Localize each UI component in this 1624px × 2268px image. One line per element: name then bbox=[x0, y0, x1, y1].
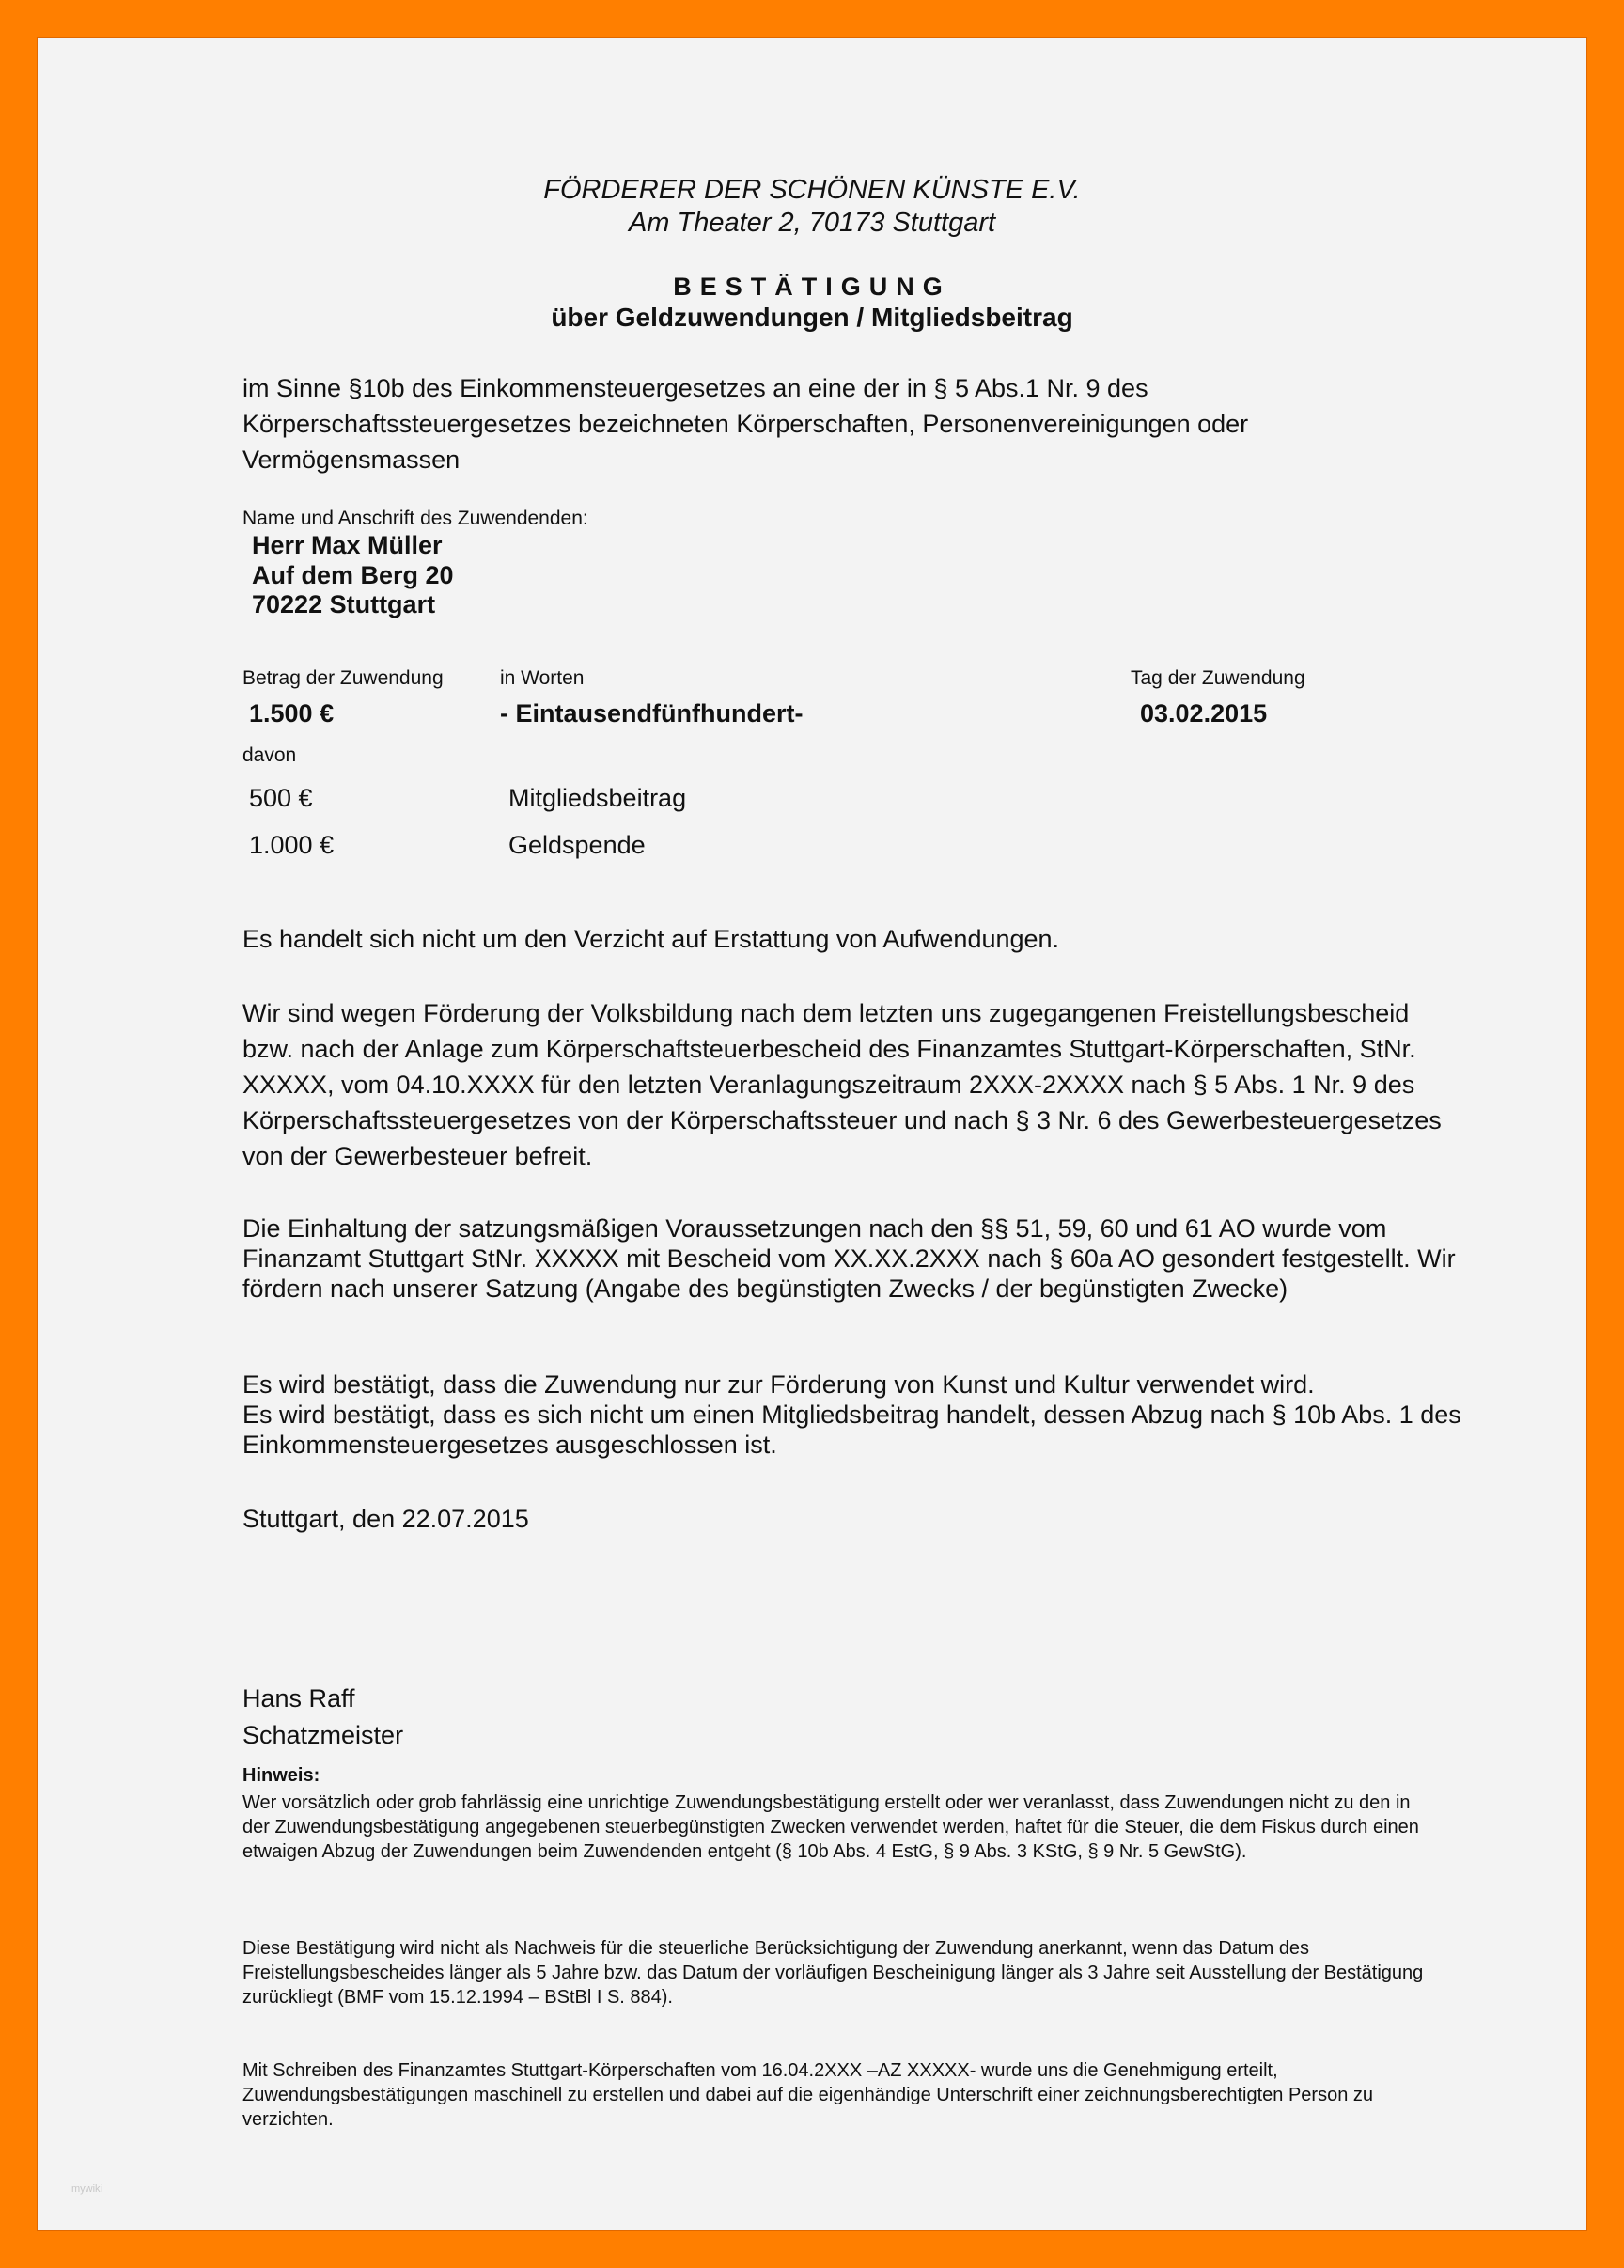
donor-name: Herr Max Müller bbox=[252, 531, 443, 559]
hint-title: Hinweis: bbox=[242, 1765, 320, 1786]
donor-label: Name und Anschrift des Zuwendenden: bbox=[242, 508, 588, 529]
davon-label: davon bbox=[242, 744, 297, 766]
hint-paragraph: Wer vorsätzlich oder grob fahrlässig eine unrichtige Zuwendungsbestätigung erstellt oder wer veranlasst, dass Zuwendungen nicht zu den in der Zuwendungsbestätigung angegebenen steuerbegünstigten Zwecken verwendet werden, haftet für die Steuer, die dem Fiskus durch einen etwaigen Abzug der Zuwendungen beim Zuwendenden entgeht (§ 10b Abs. 4 EstG, § 9 Abs. 3 KStG, § 9 Nr. 5 GewStG). bbox=[242, 1792, 1419, 1862]
breakdown-type: Geldspende bbox=[508, 831, 646, 859]
reimbursement-note: Es handelt sich nicht um den Verzicht auf Erstattung von Aufwendungen. bbox=[242, 925, 1060, 953]
confirmation-line: Es wird bestätigt, dass die Zuwendung nur zur Förderung von Kunst und Kultur verwendet wird. bbox=[242, 1370, 1315, 1399]
amount-words-label: in Worten bbox=[500, 667, 585, 689]
confirmation-paragraph bbox=[242, 1369, 1464, 1460]
hint-paragraph: Mit Schreiben des Finanzamtes Stuttgart-Körperschaften vom 16.04.2XXX –AZ XXXXX- wurde uns die Genehmigung erteilt, Zuwendungsbestätigungen maschinell zu erstellen und dabei auf die eigenhändige Unterschrift einer zeichnungsberechtigten Person zu verzichten. bbox=[242, 2060, 1374, 2130]
document-page bbox=[38, 38, 1586, 2230]
donation-amount: 1.500 € bbox=[249, 699, 335, 727]
intro-text: im Sinne §10b des Einkommensteuergesetzes an eine der in § 5 Abs.1 Nr. 9 des Körperschaftssteuergesetzes bezeichneten Körperschaften, Personenvereinigungen oder Vermögensmassen bbox=[242, 374, 1249, 474]
watermark: mywiki bbox=[71, 2183, 102, 2195]
breakdown-amount: 1.000 € bbox=[249, 831, 335, 859]
hint-paragraph: Diese Bestätigung wird nicht als Nachweis für die steuerliche Berücksichtigung der Zuwendung anerkannt, wenn das Datum des Freistellungsbescheides länger als 5 Jahre bzw. das Datum der vorläufigen Bescheinigung länger als 3 Jahre seit Ausstellung der Bestätigung zurückliegt (BMF vom 15.12.1994 – BStBl I S. 884). bbox=[242, 1938, 1424, 2008]
breakdown-type: Mitgliedsbeitrag bbox=[508, 784, 687, 812]
amount-label: Betrag der Zuwendung bbox=[242, 667, 444, 689]
donor-city: 70222 Stuttgart bbox=[252, 590, 436, 618]
donation-date-label: Tag der Zuwendung bbox=[1131, 667, 1305, 689]
donation-amount-words: - Eintausendfünfhundert- bbox=[500, 699, 804, 727]
breakdown-amount: 500 € bbox=[249, 784, 313, 812]
statute-compliance-paragraph: Die Einhaltung der satzungsmäßigen Voraussetzungen nach den §§ 51, 59, 60 und 61 AO wurde vom Finanzamt Stuttgart StNr. XXXXX mit Bescheid vom XX.XX.2XXX nach § 60a AO gesondert festgestellt. Wir fördern nach unserer Satzung (Angabe des begünstigten Zwecks / der begünstigten Zwecke) bbox=[242, 1214, 1456, 1303]
signatory-role: Schatzmeister bbox=[242, 1721, 404, 1749]
document-subtitle: über Geldzuwendungen / Mitgliedsbeitrag bbox=[551, 303, 1073, 332]
tax-exemption-paragraph: Wir sind wegen Förderung der Volksbildung nach dem letzten uns zugegangenen Freistellungsbescheid bzw. nach der Anlage zum Körperschaftsteuerbescheid des Finanzamtes Stuttgart-Körperschaften, StNr. XXXXX, vom 04.10.XXXX für den letzten Veranlagungszeitraum 2XXX-2XXXX nach § 5 Abs. 1 Nr. 9 des Körperschaftssteuergesetzes von der Körperschaftssteuer und nach § 3 Nr. 6 des Gewerbesteuergesetzes von der Gewerbesteuer befreit. bbox=[242, 999, 1442, 1170]
document-title: BESTÄTIGUNG bbox=[673, 273, 951, 301]
donor-street: Auf dem Berg 20 bbox=[252, 561, 454, 589]
donation-date: 03.02.2015 bbox=[1140, 699, 1268, 727]
place-date: Stuttgart, den 22.07.2015 bbox=[242, 1505, 529, 1533]
organization-address: Am Theater 2, 70173 Stuttgart bbox=[628, 208, 996, 238]
signatory-name: Hans Raff bbox=[242, 1684, 355, 1713]
confirmation-line: Es wird bestätigt, dass es sich nicht um einen Mitgliedsbeitrag handelt, dessen Abzug nach § 10b Abs. 1 des Einkommensteuergesetzes ausgeschlossen ist. bbox=[242, 1400, 1461, 1459]
organization-name: FÖRDERER DER SCHÖNEN KÜNSTE E.V. bbox=[543, 175, 1081, 205]
